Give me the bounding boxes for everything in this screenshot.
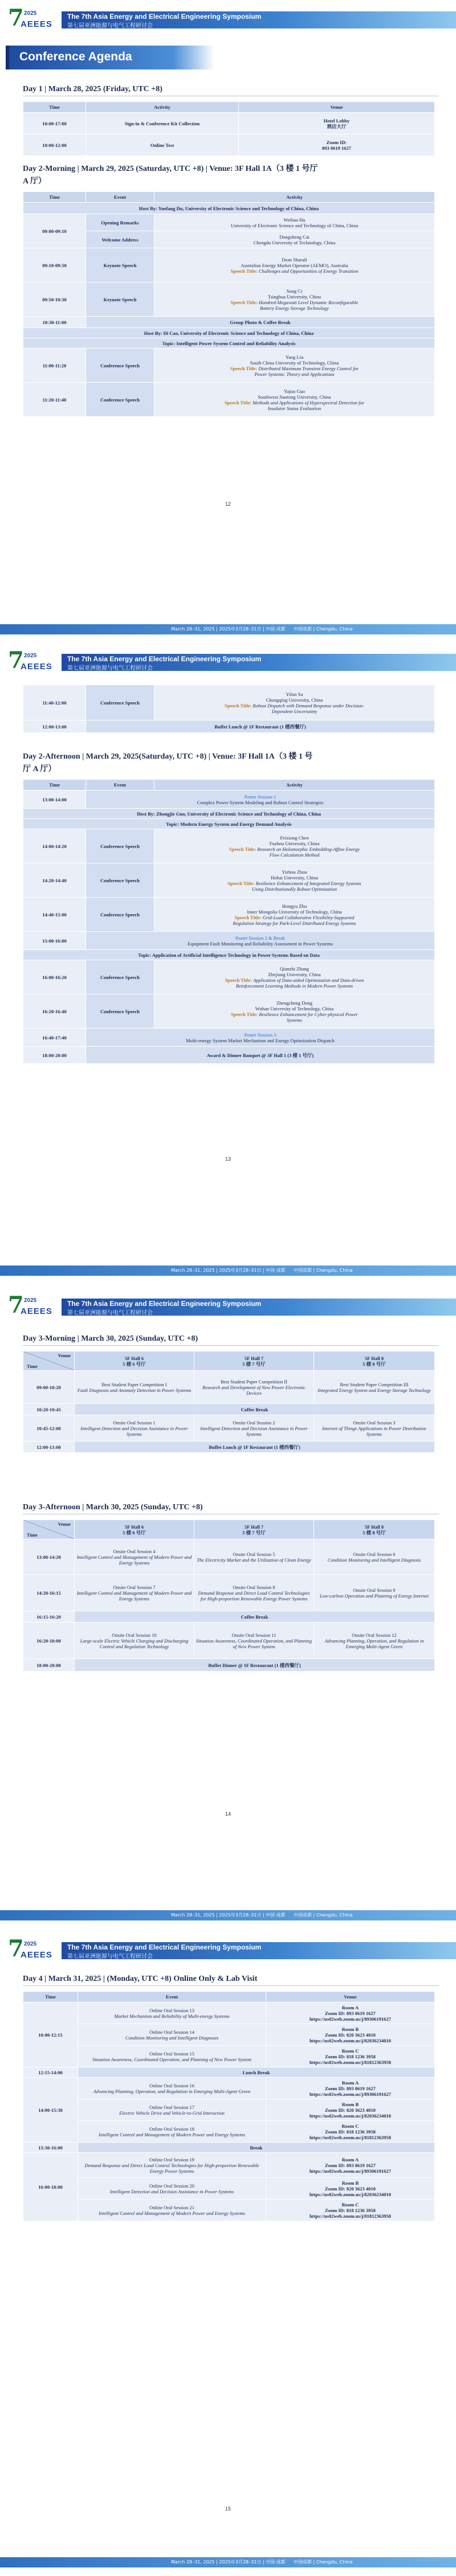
page-number: 13 [225, 1156, 231, 1162]
time-cell: 12:00-13:00 [23, 720, 86, 733]
activity-cell: Dongsheng Cai Chengdu University of Technology, China [154, 231, 435, 248]
time-cell: 12:15-14:00 [23, 2067, 78, 2078]
page-1 [0, 0, 456, 644]
venue-time-corner: Venue Time [23, 1352, 75, 1371]
time-cell: 16:20-18:00 [23, 1623, 75, 1659]
activity-cell: Dean Sharafi Australian Energy Market Operator (AEMO), Australia Speech Title: Challenges and Opportunities of Energy Transition [154, 248, 435, 282]
col-header-time: Time [23, 1992, 78, 2002]
lunch-cell: Buffet Lunch @ 1F Restaurant (1 楼西餐厅) [75, 1441, 435, 1453]
day3-morning-heading: Day 3-Morning | March 30, 2025 (Sunday, UTC +8) [23, 1333, 439, 1346]
session-cell: Onsite Oral Session 9 Low-carbon Operation and Planning of Energy Internet [314, 1575, 435, 1611]
aeees-logo: 7 2025 AEEES [8, 1292, 52, 1318]
banner-bar: The 7th Asia Energy and Electrical Engineering Symposium 第七届亚洲能源与电气工程研讨会 [62, 1299, 456, 1316]
conference-banner [0, 1935, 456, 1964]
session-cell: Online Oral Session 18 Intelligent Control and Management of Modern Power and Energy Systems [78, 2121, 266, 2143]
venue-cell: Hotel Lobby 酒店大厅 [239, 113, 435, 134]
zoom-room-cell: Room C Zoom ID: 818 1236 3958 https://us02web.zoom.us/j/81812363958 [266, 2200, 435, 2221]
time-cell: 11:40-12:00 [23, 685, 86, 720]
time-cell: 16:15-16:20 [23, 1611, 75, 1623]
hall-6-header: 5F Hall 6 5 楼 6 号厅 [75, 1352, 194, 1371]
activity-cell: Yizhou Zhou Hohai University, China Speech Title: Resilience Enhancement of Integrated Energy Systems Using Distributionally Robust Optimization [154, 863, 435, 898]
day3-morning-table [23, 1351, 435, 1453]
day2-afternoon-heading: Day 2-Afternoon | March 29, 2025(Saturday, UTC +8) | Venue: 3F Hall 1A（3 楼 1 号 厅 A 厅） [23, 752, 313, 773]
zoom-room-cell: Room A Zoom ID: 893 0619 1627 https://us02web.zoom.us/j/89306191627 [266, 2153, 435, 2178]
hall-8-header: 5F Hall 8 5 楼 8 号厅 [314, 1520, 435, 1539]
session-cell: Online Oral Session 14 Condition Monitoring and Intelligent Diagnosis [78, 2024, 266, 2046]
time-cell: 18:00-20:00 [23, 1047, 86, 1064]
page-3 [0, 1287, 456, 1931]
session-cell: Online Oral Session 13 Market Mechanism and Reliability of Multi-energy Systems [78, 2002, 266, 2024]
session-cell: Best Student Paper Competition II Research and Development of New Power Electronic Devices [194, 1371, 314, 1404]
session-cell: Online Oral Session 19 Demand Response and Direct Load Control Technologies for High-proportion Renewable Energy Power Systems [78, 2153, 266, 2178]
zoom-link[interactable]: https://us02web.zoom.us/j/81812363958 [309, 2134, 392, 2140]
session-cell: Onsite Oral Session 4 Intelligent Control and Management of Modern Power and Energy Systems [75, 1539, 194, 1575]
event-cell: Conference Speech [86, 383, 154, 417]
day2-morning-table [23, 191, 435, 417]
time-cell: 09:10-09:50 [23, 248, 86, 282]
col-header-venue: Venue [266, 1992, 435, 2002]
session-cell: Onsite Oral Session 2 Intelligent Detection and Decision Assistance in Power Systems [194, 1415, 314, 1441]
conference-banner [0, 647, 456, 675]
event-cell: Conference Speech [86, 960, 154, 994]
poster-session-cell: Poster Session 3 Multi-energy System Market Mechanism and Energy Optimization Dispatch [86, 1029, 435, 1047]
time-cell: 13:00-14:00 [23, 791, 86, 809]
col-header-time: Time [23, 780, 86, 791]
zoom-link[interactable]: https://us02web.zoom.us/j/89306191627 [309, 2091, 392, 2097]
activity-cell: Yifan Su Chongqing University, China Speech Title: Robust Dispatch with Demand Response under Decision- Dependent Uncertainty [154, 685, 435, 720]
time-cell: 16:00-16:20 [23, 960, 86, 994]
zoom-room-cell: Room C Zoom ID: 818 1236 3958 https://us02web.zoom.us/j/81812363958 [266, 2046, 435, 2067]
day2-morning-heading: Day 2-Morning | March 29, 2025 (Saturday, UTC +8) | Venue: 3F Hall 1A（3 楼 1 号厅 A 厅） [23, 165, 318, 186]
day3-afternoon-table [23, 1520, 435, 1672]
activity-cell: Feixiong Chen Fuzhou University, China Speech Title: Research on Holomorphic Embedding-Affine Energy Flow Calculation Method [154, 829, 435, 863]
activity-cell: Zhengcheng Dong Wuhan University of Technology, China Speech Title: Resilience Enhancement for Cyber-physical Power Systems [154, 994, 435, 1029]
day4-heading: Day 4 | March 31, 2025 | (Monday, UTC +8) Online Only & Lab Visit [23, 1973, 439, 1986]
zoom-room-cell: Room B Zoom ID: 820 3623 4010 https://us02web.zoom.us/j/82036234010 [266, 2099, 435, 2121]
conference-banner [0, 5, 456, 33]
zoom-link[interactable]: https://us02web.zoom.us/j/82036234010 [309, 2191, 392, 2197]
session-cell: Onsite Oral Session 5 The Electricity Market and the Utilization of Clean Energy [194, 1539, 314, 1575]
time-cell: 10:00-12:15 [23, 2002, 78, 2067]
time-cell: 11:00-11:20 [23, 349, 86, 383]
event-cell: Conference Speech [86, 898, 154, 932]
session-cell: Best Student Paper Competition I Fault Diagnosis and Anomaly Detection in Power Systems [75, 1371, 194, 1404]
break-cell: Lunch Break [78, 2067, 435, 2078]
time-cell: 10:00-17:00 [23, 113, 86, 134]
activity-cell: Sign-in & Conference Kit Collection [86, 113, 239, 134]
host-row: Host By: Yuefang Du, University of Electronic Science and Technology of China, China [23, 203, 435, 214]
time-cell: 14:40-15:00 [23, 898, 86, 932]
event-cell: Conference Speech [86, 863, 154, 898]
topic-row: Topic: Application of Artificial Intelligence Technology in Power Systems Based on Data [23, 950, 435, 960]
day4-table [23, 1991, 435, 2221]
hall-6-header: 5F Hall 6 5 楼 6 号厅 [75, 1520, 194, 1539]
break-cell: Break [78, 2143, 435, 2153]
time-cell: 09:00-09:10 [23, 214, 86, 248]
activity-cell: Online Test [86, 134, 239, 156]
col-header-event: Event [86, 192, 154, 203]
venue-cell: Zoom ID: 893 0619 1627 [239, 134, 435, 156]
activity-cell: Yang Liu South China University of Technology, China Speech Title: Distributed Maximum Transient Energy Control for Power Systems: Theory and Applications [154, 349, 435, 383]
col-header-activity: Activity [154, 780, 435, 791]
time-cell: 11:20-11:40 [23, 383, 86, 417]
session-cell: Onsite Oral Session 10 Large-scale Electric Vehicle Charging and Discharging Control and Regulation Technology [75, 1623, 194, 1659]
col-header-activity: Activity [154, 192, 435, 203]
event-cell: Conference Speech [86, 994, 154, 1029]
banner-bar: The 7th Asia Energy and Electrical Engineering Symposium 第七届亚洲能源与电气工程研讨会 [62, 1942, 456, 1959]
time-cell: 15:00-16:00 [23, 932, 86, 950]
zoom-link[interactable]: https://us02web.zoom.us/j/81812363958 [309, 2059, 392, 2065]
time-cell: 14:20-14:40 [23, 863, 86, 898]
time-cell: 14:00-14:20 [23, 829, 86, 863]
topic-row: Topic: Intelligent Power System Control and Reliability Analysis [23, 338, 435, 349]
time-cell: 16:40-17:40 [23, 1029, 86, 1047]
session-cell: Onsite Oral Session 7 Intelligent Control and Management of Modern Power and Energy Systems [75, 1575, 194, 1611]
conference-banner [0, 1292, 456, 1320]
session-cell: Online Oral Session 15 Situation Awareness, Coordinated Operation, and Planning of New Power System [78, 2046, 266, 2067]
session-cell: Online Oral Session 20 Intelligent Detection and Decision Assistance in Power Systems [78, 2178, 266, 2200]
col-header-activity: Activity [86, 102, 239, 113]
col-header-time: Time [23, 192, 86, 203]
event-cell: Welcome Address [86, 231, 154, 248]
venue-time-corner: Venue Time [23, 1520, 75, 1539]
zoom-room-cell: Room A Zoom ID: 893 0619 1627 https://us02web.zoom.us/j/89306191627 [266, 2078, 435, 2099]
activity-cell: Hongyu Zhu Inner Mongolia University of Technology, China Speech Title: Grid-Load Collaborative Flexibility-Supported Regulation Strategy for Park-Level Distributed Energy Systems [154, 898, 435, 932]
page-number: 15 [225, 2506, 231, 2512]
session-cell: Onsite Oral Session 12 Advancing Planning, Operation, and Regulation in Emerging Multi-Agent Green [314, 1623, 435, 1659]
time-cell: 10:30-11:00 [23, 317, 86, 328]
event-cell: Opening Remarks [86, 214, 154, 231]
time-cell: 10:45-12:00 [23, 1415, 75, 1441]
time-cell: 10:00-12:00 [23, 134, 86, 156]
time-cell: 09:00-10:20 [23, 1371, 75, 1404]
page-footer: March 28–31, 2025 | 2025年3月28–31日 | 中国 成都 中国成都 | Chengdu, China [0, 1910, 456, 1920]
zoom-room-cell: Room A Zoom ID: 893 0619 1627 https://us02web.zoom.us/j/89306191627 [266, 2002, 435, 2024]
aeees-logo: 7 2025 AEEES [8, 647, 52, 674]
page-number: 14 [225, 1811, 231, 1817]
page-footer: March 28–31, 2025 | 2025年3月28–31日 | 中国 成都 中国成都 | Chengdu, China [0, 1266, 456, 1276]
event-cell: Conference Speech [86, 685, 154, 720]
session-cell: Onsite Oral Session 6 Condition Monitoring and Intelligent Diagnosis [314, 1539, 435, 1575]
page-footer: March 28–31, 2025 | 2025年3月28–31日 | 中国 成都 中国成都 | Chengdu, China [0, 624, 456, 634]
page-number: 12 [225, 501, 231, 507]
session-cell: Onsite Oral Session 3 Internet of Things Applications in Power Distribution Systems [314, 1415, 435, 1441]
hall-8-header: 5F Hall 8 5 楼 8 号厅 [314, 1352, 435, 1371]
zoom-link[interactable]: https://us02web.zoom.us/j/82036234010 [309, 2037, 392, 2043]
host-row: Host By: Di Cao, University of Electronic Science and Technology of China, China [23, 328, 435, 338]
day1-heading: Day 1 | March 28, 2025 (Friday, UTC +8) [23, 83, 439, 96]
page-2 [0, 644, 456, 1287]
banner-title-cn: 第七届亚洲能源与电气工程研讨会 [67, 23, 153, 29]
host-row: Host By: Zhongjie Guo, University of Electronic Science and Technology of China, China [23, 809, 435, 819]
time-cell: 18:00-20:00 [23, 1659, 75, 1672]
zoom-link[interactable]: https://us02web.zoom.us/j/81812363958 [309, 2213, 392, 2219]
event-cell: Conference Speech [86, 349, 154, 383]
event-cell: Keynote Speech [86, 248, 154, 282]
break-cell: Coffee Break [75, 1611, 435, 1623]
banner-bar: The 7th Asia Energy and Electrical Engineering Symposium 第七届亚洲能源与电气工程研讨会 [62, 654, 456, 671]
zoom-link[interactable]: https://us02web.zoom.us/j/82036234010 [309, 2112, 392, 2119]
zoom-room-cell: Room C Zoom ID: 818 1236 3958 https://us02web.zoom.us/j/81812363958 [266, 2121, 435, 2143]
col-header-time: Time [23, 102, 86, 113]
break-cell: Group Photo & Coffee Break [86, 317, 435, 328]
time-cell: 16:00-18:00 [23, 2153, 78, 2221]
time-cell: 10:20-10:45 [23, 1404, 75, 1415]
time-cell: 14:20-16:15 [23, 1575, 75, 1611]
activity-cell: Song Ci Tsinghua University, China Speech Title: Hundred-Megawatt Level Dynamic Reconfigurable Battery Energy Storage Technology [154, 282, 435, 317]
event-cell: Conference Speech [86, 829, 154, 863]
col-header-venue: Venue [239, 102, 435, 113]
banquet-cell: Award & Dinner Banquet @ 3F Hall 1 (3 楼 1 号厅) [86, 1047, 435, 1064]
session-cell: Onsite Oral Session 8 Demand Response and Direct Load Control Technologies for High-proportion Renewable Energy Power Systems [194, 1575, 314, 1611]
time-cell: 09:50-10:30 [23, 282, 86, 317]
session-cell: Best Student Paper Competition III Integrated Energy System and Energy Storage Technology [314, 1371, 435, 1404]
session-cell: Online Oral Session 16 Advancing Planning, Operation, and Regulation in Emerging Multi-Agent Green [78, 2078, 266, 2099]
time-cell: 13:00-14:20 [23, 1539, 75, 1575]
banner-title-en: The 7th Asia Energy and Electrical Engineering Symposium [67, 13, 262, 21]
page-footer: March 28–31, 2025 | 2025年3月28–31日 | 中国 成都 中国成都 | Chengdu, China [0, 2557, 456, 2567]
page-title: Conference Agenda [9, 46, 214, 69]
lunch-cell: Buffet Lunch @ 1F Restaurant (1 楼西餐厅) [86, 720, 435, 733]
time-cell: 14:00-15:30 [23, 2078, 78, 2143]
event-cell: Keynote Speech [86, 282, 154, 317]
day2-afternoon-table [23, 779, 435, 1064]
day3-afternoon-heading: Day 3-Afternoon | March 30, 2025 (Sunday, UTC +8) [23, 1501, 439, 1514]
time-cell: 15:30-16:00 [23, 2143, 78, 2153]
day2-morning-table-cont [23, 685, 435, 733]
activity-cell: Qianzhi Zhang Zhejiang University, China Speech Title: Application of Data-aided Optimization and Data-driven Reinforcement Learning Methods in Modern Power Systems [154, 960, 435, 994]
page-4 [0, 1931, 456, 2576]
activity-cell: Yujun Guo Southwest Jiaotong University, China Speech Title: Methods and Applications of Hyperspectral Detection for Insulator Status Evaluation [154, 383, 435, 417]
zoom-room-cell: Room B Zoom ID: 820 3623 4010 https://us02web.zoom.us/j/82036234010 [266, 2178, 435, 2200]
banner-bar [62, 11, 456, 28]
day1-table [23, 101, 435, 156]
break-cell: Coffee Break [75, 1404, 435, 1415]
hall-7-header: 5F Hall 7 5 楼 7 号厅 [194, 1520, 314, 1539]
dinner-cell: Buffet Dinner @ 1F Restaurant (1 楼西餐厅) [75, 1659, 435, 1672]
session-cell: Onsite Oral Session 11 Situation Awareness, Coordinated Operation, and Planning of New Power System [194, 1623, 314, 1659]
topic-row: Topic: Modern Energy System and Energy Demand Analysis [23, 819, 435, 829]
session-cell: Online Oral Session 17 Electric Vehicle Drive and Vehicle-to-Grid Interaction [78, 2099, 266, 2121]
poster-session-cell: Poster Session 1 Complex Power System Modeling and Robust Control Strategies [86, 791, 435, 809]
poster-session-cell: Poster Session 2 & Break Equipment Fault Monitoring and Reliability Assessment in Power Systems [86, 932, 435, 950]
aeees-logo: 7 2025 AEEES [8, 5, 52, 31]
col-header-event: Event [86, 780, 154, 791]
col-header-event: Event [78, 1992, 266, 2002]
session-cell: Online Oral Session 21 Intelligent Control and Management of Modern Power and Energy Systems [78, 2200, 266, 2221]
time-cell: 16:20-16:40 [23, 994, 86, 1029]
zoom-link[interactable]: https://us02web.zoom.us/j/89306191627 [309, 2168, 392, 2174]
activity-cell: Weihao Hu University of Electronic Science and Technology of China, China [154, 214, 435, 231]
hall-7-header: 5F Hall 7 5 楼 7 号厅 [194, 1352, 314, 1371]
session-cell: Onsite Oral Session 1 Intelligent Detection and Decision Assistance in Power Systems [75, 1415, 194, 1441]
zoom-link[interactable]: https://us02web.zoom.us/j/89306191627 [309, 2016, 392, 2022]
aeees-logo: 7 2025 AEEES [8, 1935, 52, 1962]
time-cell: 12:00-13:00 [23, 1441, 75, 1453]
zoom-room-cell: Room B Zoom ID: 820 3623 4010 https://us02web.zoom.us/j/82036234010 [266, 2024, 435, 2046]
